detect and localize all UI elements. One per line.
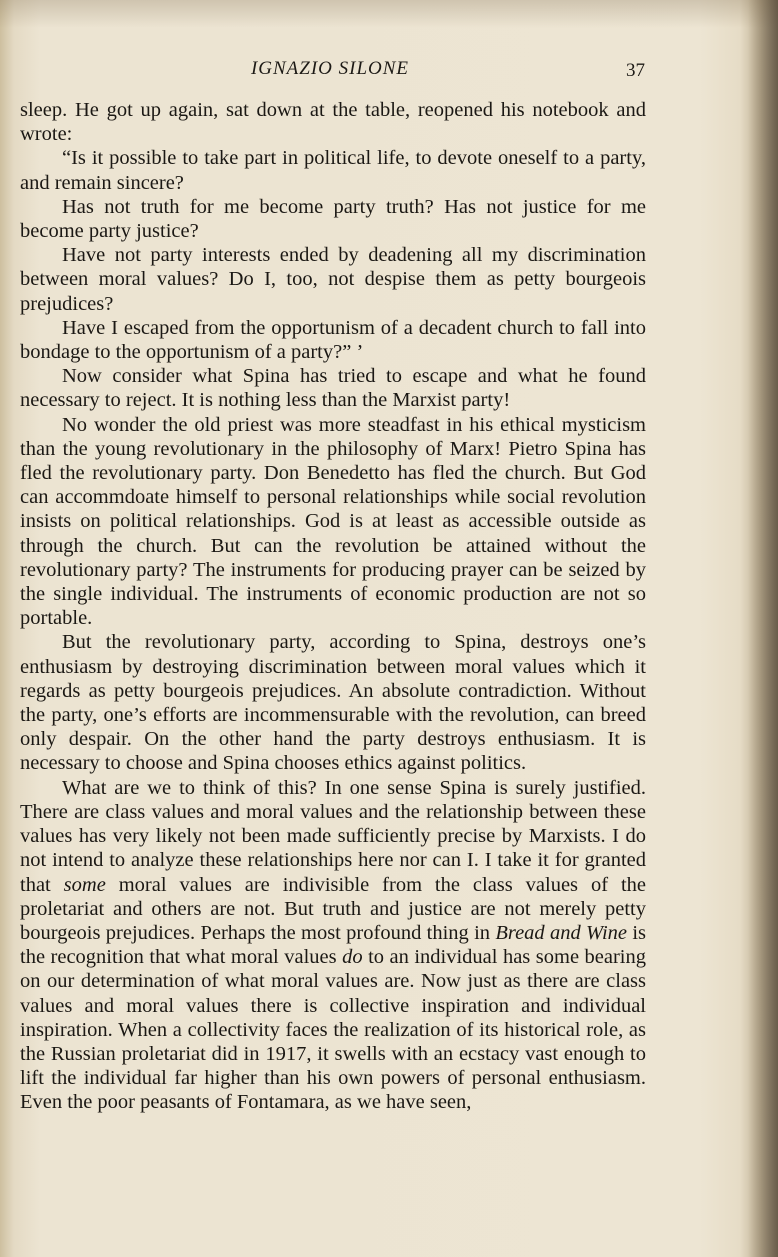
text-run: Now consider what Spina has tried to escape and what he found necessary to reject. It is nothing less than the Marxist party! [20,365,646,412]
text-run: What are we to think of this? In one sense Spina is surely justified. There are class values and moral values and the relationship between these values has very likely not been made sufficiently precise by Marxists. I do not intend to analyze these relationships here nor can I. I take it for granted that [20,776,646,896]
paragraph [20,316,646,364]
paragraph [20,776,646,1115]
paragraph [20,146,646,194]
italic-text-run: some [63,873,106,896]
page-top-shadow [0,0,778,28]
text-run: Have I escaped from the opportunism of a decadent church to fall into bondage to the opportunism of a party?” ’ [20,316,646,364]
text-run: moral values are indivisible from the class values of the proletariat and others are not. But truth and justice are not merely petty bourgeois prejudices. Perhaps the most profound thing in [20,873,646,944]
text-run: “Is it possible to take part in political life, to devote oneself to a party, and remain sincere? [20,147,646,194]
text-run: Have not party interests ended by deadening all my discrimination between moral values? Do I, too, not despise them as petty bourgeois prejudices? [20,244,646,315]
text-run: is the recognition that what moral values [20,921,646,969]
paragraph [20,364,646,412]
italic-text-run: do [342,946,363,969]
paragraph [20,413,646,631]
body-text [20,98,646,1115]
italic-text-run: Bread and Wine [495,921,628,944]
text-run: sleep. He got up again, sat down at the table, reopened his notebook and wrote: [20,99,646,146]
paragraph [20,243,646,316]
text-run: But the revolutionary party, according to Spina, destroys one’s enthusiasm by destroying discrimination between moral values which it regards as petty bourgeois prejudices. An absolute contradiction. Without the party, one’s efforts are incommensurable with the revolution, can breed only despair. On the other hand the party destroys enthusiasm. It is necessary to choose and Spina chooses ethics against politics. [20,631,646,775]
paragraph [20,630,646,775]
running-head: IGNAZIO SILONE [250,58,410,79]
text-run: No wonder the old priest was more steadfast in his ethical mysticism than the young revolutionary in the philosophy of Marx! Pietro Spina has fled the revolutionary party. Don Benedetto has fled the church. But God can accommdoate himself to personal relationships while social revolution insists on political relationships. God is at least as accessible outside as through the church. But can the revolution be attained without the revolutionary party? The instruments for producing prayer can be seized by the single individual. The instruments of economic production are not so portable. [20,413,646,630]
binding-gutter-shadow [748,0,778,1257]
paragraph [20,98,646,146]
text-run: to an individual has some bearing on our determination of what moral values are. Now just as there are class values and moral values there is collective inspiration and individual inspiration. When a collectivity faces the realization of its historical role, as the Russian proletariat did in 1917, it swells with an ecstacy vast enough to lift the individual far higher than his own powers of personal enthusiasm. Even the poor peasants of Fontamara, as we have seen, [20,946,646,1114]
paragraph [20,195,646,243]
page-number: 37 [626,60,645,81]
text-run: Has not truth for me become party truth? Has not justice for me become party justice? [20,195,646,243]
